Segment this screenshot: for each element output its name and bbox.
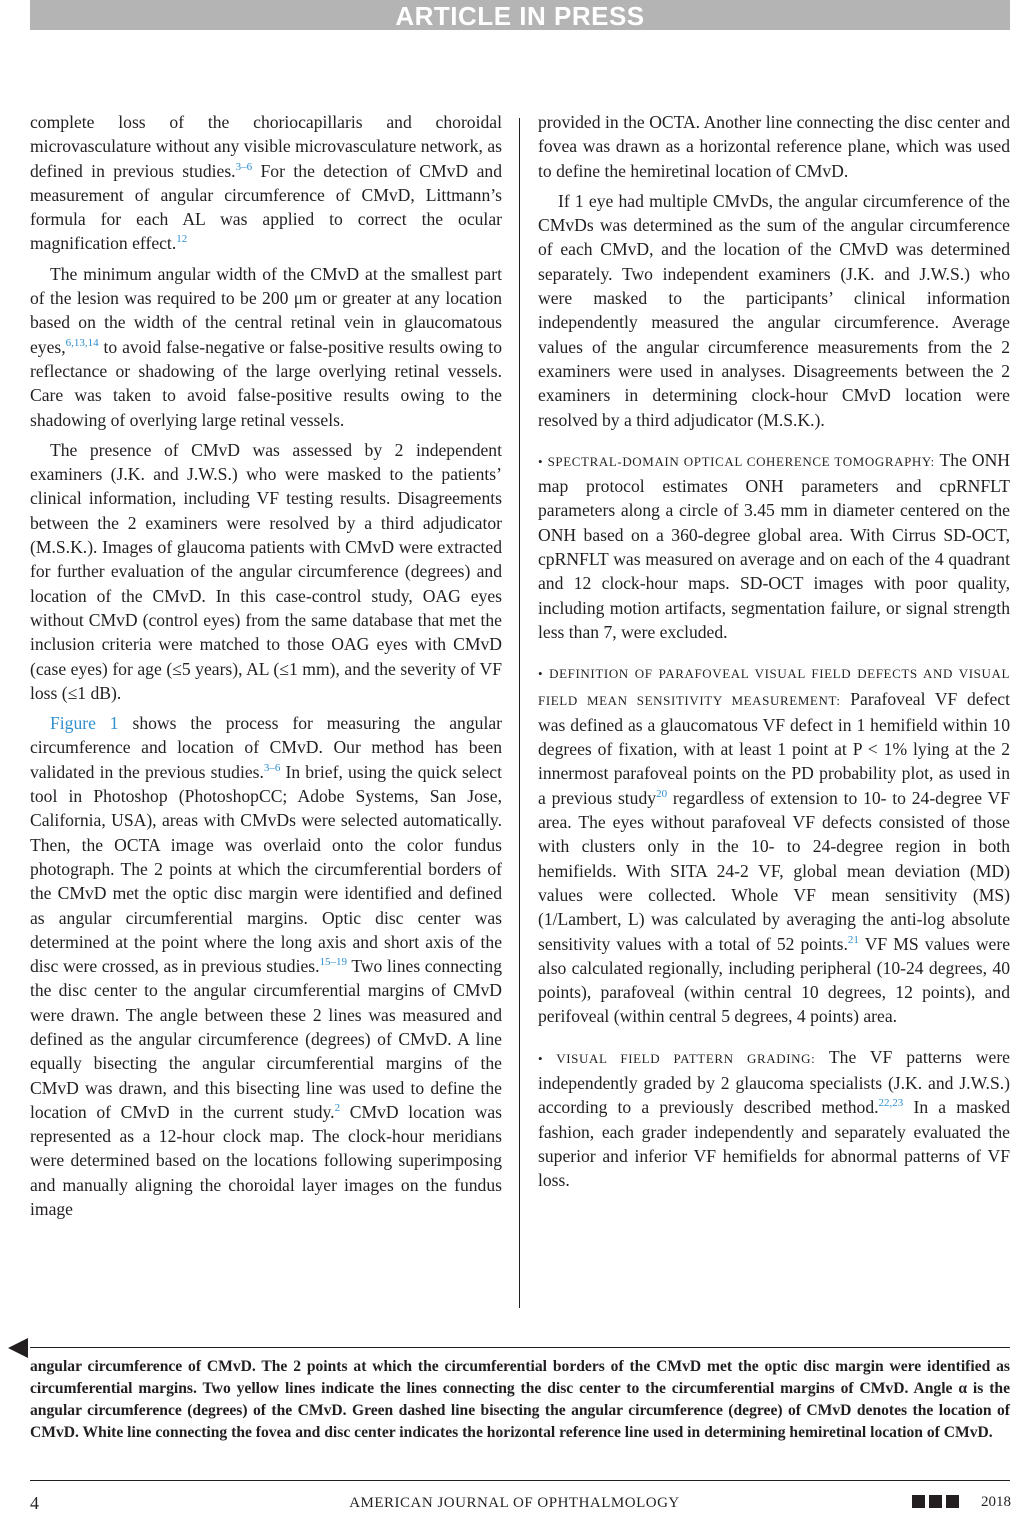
figure-link[interactable]: Figure 1 — [50, 713, 119, 734]
paragraph: If 1 eye had multiple CMvDs, the angular circumference of the CMvDs was determined as the sum of the angular circumference of each CMvD, and the location of the CMvD was determined separately. Two independent examiners (J.K. and J.W.S.) who were masked to the participants’ clinical information independently measured the angular circumference. Average values of the angular circumference measurements from the 2 examiners were used in analyses. Disagreements between the 2 examiners in determining clock-hour CMvD location were resolved by a third adjudicator (M.S.K.). — [538, 190, 1010, 430]
citation-link[interactable]: 2 — [334, 1102, 341, 1115]
issue-placeholder-squares — [912, 1495, 963, 1513]
caption-continuation-arrow-icon — [8, 1338, 28, 1358]
square-icon — [912, 1495, 925, 1508]
citation-link[interactable]: 20 — [656, 787, 668, 800]
section-sd-oct: • SPECTRAL-DOMAIN OPTICAL COHERENCE TOMOGRAPHY: The ONH map protocol estimates ONH parameters and cpRNFLT parameters along a circle of 3.45 mm in diameter centered on the ONH based on a 360-degree global area. With Cirrus SD-OCT, cpRNFLT was measured on average and on each of the 4 quadrant and 12 clock-hour maps. SD-OCT images with poor quality, including motion artifacts, segmentation failure, or signal strength less than 7, were excluded. — [538, 449, 1010, 642]
citation-link[interactable]: 12 — [176, 233, 188, 246]
paragraph: Figure 1 shows the process for measuring the angular circumference and location of CMvD. Our method has been validated in the previous studies.$^{3-6}$ In brief, using the quick select tool in Photoshop (PhotoshopCC; Adobe Systems, San Jose, California, USA), areas with CMvDs were selected automatically. Then, the OCTA image was overlaid onto the color fundus photograph. The 2 points at which the circumferential borders of the CMvD met the optic disc margin were identified and defined as angular circumferential margins. Optic disc center was determined at the point where the long axis and short axis of the disc were crossed, as in previous studies.$^{15-19}$ Two lines connecting the disc center to the angular circumferential margins of CMvD were drawn. The angle between these 2 lines was measured and defined as the angular circumference (degrees) of CMvD. A line equally bisecting the angular circumferential margins of the CMvD was drawn, and this bisecting line was used to define the location of CMvD in the current study.$^2$ CMvD location was represented as a 12-hour clock map. The clock-hour meridians were determined based on the locations following superimposing and manually aligning the choroidal layer images on the fundus image — [30, 713, 502, 1220]
column-divider — [519, 118, 520, 1308]
citation-link[interactable]: 3–6 — [263, 761, 281, 774]
paragraph: The presence of CMvD was assessed by 2 independent examiners (J.K. and J.W.S.) who were masked to the patients’ clinical information, including VF testing results. Disagreements between the 2 examiners were resolved by a third adjudicator (M.S.K.). Images of glaucoma patients with CMvD were extracted for further evaluation of the angular circumference (degrees) and location of the CMvD. In this case-control study, OAG eyes without CMvD (control eyes) from the same database that met the inclusion criteria were matched to those OAG eyes with CMvD (case eyes) for age (≤5 years), AL (≤1 mm), and the severity of VF loss (≤1 dB). — [30, 439, 502, 703]
publication-year: 2018 — [981, 1494, 1011, 1510]
section-heading: • VISUAL FIELD PATTERN GRADING: — [538, 1050, 816, 1066]
square-icon — [946, 1495, 959, 1508]
citation-link[interactable]: 15–19 — [319, 956, 348, 969]
citation-link[interactable]: 3–6 — [235, 160, 253, 173]
citation-link[interactable]: 21 — [847, 933, 859, 946]
paragraph: provided in the OCTA. Another line connecting the disc center and fovea was drawn as a horizontal reference plane, which was used to define the hemiretinal location of CMvD. — [538, 112, 1010, 181]
citation-link[interactable]: 22,23 — [878, 1097, 904, 1110]
square-icon — [929, 1495, 942, 1508]
section-heading: • DEFINITION OF PARAFOVEAL VISUAL FIELD DEFECTS AND VISUAL FIELD MEAN SENSITIVITY MEASUREMENT: — [538, 666, 1010, 708]
paragraph: complete loss of the choriocapillaris and choroidal microvasculature without any visible microvasculature network, as defined in previous studies.$^{3-6}$ For the detection of CMvD and measurement of angular circumference of CMvD, Littmann’s formula for each AL was applied to correct the ocular magnification effect.$^{12}$ — [30, 112, 503, 254]
footer-rule — [30, 1480, 1010, 1481]
paragraph: The minimum angular width of the CMvD at the smallest part of the lesion was required to be 200 μm or greater at any location based on the width of the central retinal vein in glaucomatous eyes,$^{6,13,14}$ to avoid false-negative or false-positive results owing to reflectance or shadowing of the large overlying retinal vessels. Care was taken to avoid false-positive results owing to the shadowing of overlying large retinal vessels. — [30, 263, 502, 430]
journal-name: AMERICAN JOURNAL OF OPHTHALMOLOGY — [349, 1495, 680, 1511]
figure-caption: angular circumference of CMvD. The 2 points at which the circumferential borders of the CMvD met the optic disc margin were identified as circumferential margins. Two yellow lines indicate the lines connecting the disc center to the circumferential margins of CMvD. Angle α is the angular circumference (degrees) of the CMvD. Green dashed line bisecting the angular circumference (degree) of CMvD denotes the location of CMvD. White line connecting the fovea and disc center indicates the horizontal reference line used in determining hemiretinal location of CMvD. — [30, 1358, 1010, 1441]
left-column — [30, 110, 502, 1227]
citation-link[interactable]: 6,13,14 — [65, 336, 99, 349]
right-column — [538, 110, 1010, 1198]
section-vf-pattern-grading: • VISUAL FIELD PATTERN GRADING: The VF patterns were independently graded by 2 glaucoma specialists (J.K. and J.W.S.) according to a previously described method.$^{22,23}$ In a masked fashion, each grader independently and separately evaluated the superior and inferior VF hemifields for abnormal patterns of VF loss. — [538, 1046, 1010, 1191]
article-in-press-banner: ARTICLE IN PRESS — [30, 0, 1010, 30]
section-heading: • SPECTRAL-DOMAIN OPTICAL COHERENCE TOMOGRAPHY: — [538, 453, 935, 469]
caption-rule — [30, 1347, 1010, 1348]
section-parafoveal-vf: • DEFINITION OF PARAFOVEAL VISUAL FIELD DEFECTS AND VISUAL FIELD MEAN SENSITIVITY MEASUREMENT: Parafoveal VF defect was defined as a glaucomatous VF defect in 1 hemifield within 10 degrees of fixation, with at least 1 point at P < 1% lying at the 2 innermost parafoveal points on the PD probability plot, as used in a previous study$^{20}$ regardless of extension to 10- to 24-degree VF area. The eyes without parafoveal VF defects consisted of those with clusters only in the 10- to 24-degree region in both hemifields. With SITA 24-2 VF, global mean deviation (MD) values were collected. Whole VF mean sensitivity (MS) (1/Lambert, L) was calculated by averaging the anti-log absolute sensitivity values with a total of 52 points.$^{21}$ VF MS values were also calculated regionally, including peripheral (10-24 degrees, 40 points), parafoveal (within central 10 degrees, 12 points), and perifoveal (within central 5 degrees, 4 points) area. — [538, 666, 1011, 1027]
page-number: 4 — [30, 1493, 39, 1513]
